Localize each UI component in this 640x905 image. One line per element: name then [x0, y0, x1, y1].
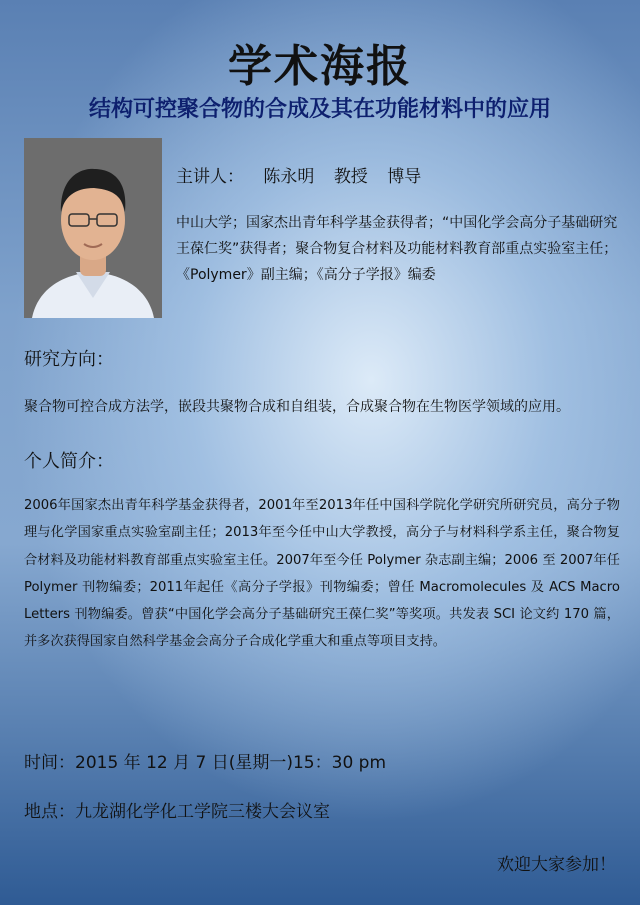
speaker-portrait-image — [24, 138, 162, 318]
speaker-title-supervisor: 博导 — [387, 167, 422, 187]
profile-heading: 个人简介： — [24, 451, 114, 472]
speaker-title-professor: 教授 — [333, 167, 368, 187]
speaker-photo — [24, 138, 162, 318]
event-place: 地点：九龙湖化学化工学院三楼大会议室 — [24, 802, 330, 822]
poster-title: 学术海报 — [228, 41, 412, 92]
speaker-name: 陈永明 — [263, 167, 315, 187]
research-heading: 研究方向： — [24, 349, 114, 370]
research-text: 聚合物可控合成方法学，嵌段共聚物合成和自组装，合成聚合物在生物医学领域的应用。 — [24, 399, 570, 415]
speaker-bio: 中山大学；国家杰出青年科学基金获得者；“中国化学会高分子基础研究王葆仁奖”获得者；聚合物复合材料及功能材料教育部重点实验室主任；《Polymer》副主编；《高分子学报》编委 — [176, 215, 618, 283]
poster-subtitle: 结构可控聚合物的合成及其在功能材料中的应用 — [88, 97, 551, 122]
speaker-line — [176, 162, 435, 187]
welcome-text: 欢迎大家参加！ — [497, 855, 616, 875]
event-time: 时间：2015 年 12 月 7 日(星期一)15：30 pm — [24, 753, 387, 773]
profile-text: 2006年国家杰出青年科学基金获得者，2001年至2013年任中国科学院化学研究所研究员，高分子物理与化学国家重点实验室副主任；2013年至今任中山大学教授，高分子与材料科学系主任，聚合物复合材料及功能材料教育部重点实验室主任。2007年至今任 Polymer 杂志副主编；2006 至 2007年任 Polymer 刊物编委；2011年起任《高分子学报》刊物编委；曾任 Macromolecules 及 ACS Macro Letters 刊物编委。曾获“中国化学会高分子基础研究王葆仁奖”等奖项。共发表 SCI 论文约 170 篇，并多次获得国家自然科学基金会高分子合成化学重大和重点等项目支持。 — [24, 498, 620, 650]
speaker-label: 主讲人： — [176, 167, 244, 187]
